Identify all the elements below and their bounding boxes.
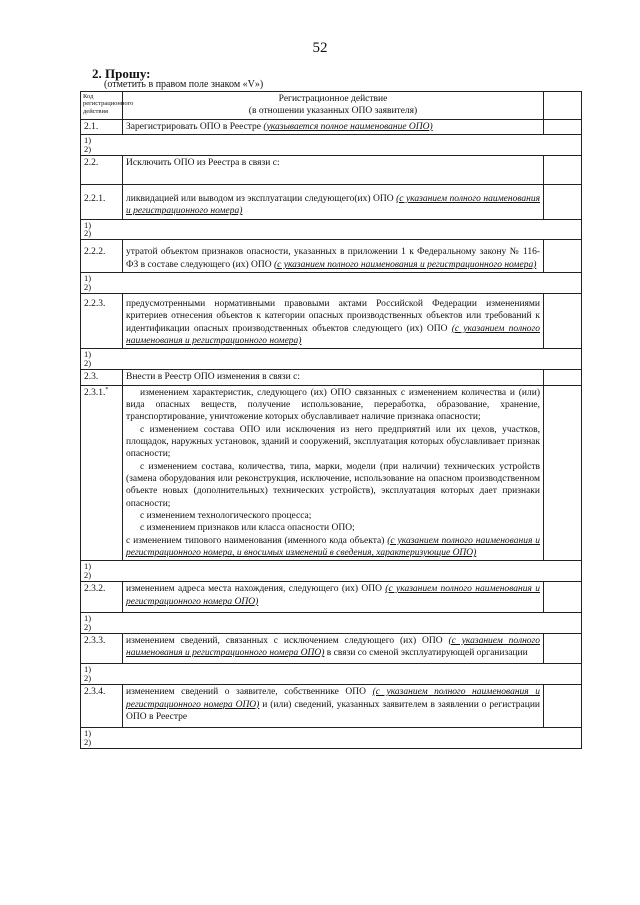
row-code: 2.3.2.	[81, 582, 123, 613]
blank-row	[81, 612, 582, 633]
table-row	[81, 119, 582, 134]
row-code: 2.1.	[81, 119, 123, 134]
paragraph: с изменением технологического процесса;	[140, 510, 312, 521]
table-header-row	[81, 92, 582, 120]
blank-lines[interactable]: 1) 2)	[81, 349, 582, 370]
row-text: изменением адреса места нахождения, следующего (их) ОПО (с указанием полного наименования и регистрационного номера ОПО)	[123, 582, 544, 613]
row-code: 2.2.2.	[81, 240, 123, 273]
blank-row	[81, 664, 582, 685]
row-text: изменением сведений о заявителе, собственнике ОПО (с указанием полного наименования и регистрационного номера ОПО) и (или) сведений, указанных заявителем в заявлении о регистрации ОПО в Реестре	[123, 685, 544, 728]
blank-lines[interactable]: 1) 2)	[81, 728, 582, 749]
header-code: Код регистрационного действия	[81, 92, 123, 120]
check-cell[interactable]	[544, 582, 582, 613]
row-text: Исключить ОПО из Реестра в связи с:	[123, 155, 544, 184]
paragraph: с изменением состава, количества, типа, марки, модели (при наличии) технических устройств (замена оборудования или реконструкция, исключение, использование на опасном производственном объекте новых (дополнительных) технических устройств), эксплуатация которых дает признаки опасности;	[126, 461, 540, 509]
blank-lines[interactable]: 1) 2)	[81, 135, 582, 156]
row-text: изменением сведений, связанных с исключением следующего (их) ОПО (с указанием полного наименования и регистрационного номера ОПО) в связи со сменой эксплуатирующей организации	[123, 633, 544, 664]
check-cell[interactable]	[544, 155, 582, 184]
section-heading: 2. Прошу:	[92, 66, 151, 81]
blank-row	[81, 219, 582, 240]
table-row	[81, 685, 582, 728]
blank-row	[81, 349, 582, 370]
blank-row	[81, 561, 582, 582]
table-row	[81, 370, 582, 385]
paragraph: с изменением признаков или класса опасности ОПО;	[140, 523, 355, 534]
registration-actions-table	[80, 91, 582, 749]
table-row	[81, 240, 582, 273]
row-code: 2.3.3.	[81, 633, 123, 664]
page-number: 52	[312, 40, 328, 56]
paragraph: с изменением типового наименования (именного кода объекта) (с указанием полного наименования и регистрационного номера, и вносимых изменений в сведения, характеризующие ОПО)	[126, 535, 540, 558]
check-cell[interactable]	[544, 119, 582, 134]
check-cell[interactable]	[544, 685, 582, 728]
paragraph: изменением характеристик, следующего (их) ОПО связанных с изменением количества и (или) вида опасных веществ, получение использование, переработка, образование, хранение, транспортирование, уничтожение которых обуславливает наличие признака опасности;	[126, 387, 540, 423]
row-text: Внести в Реестр ОПО изменения в связи с:	[123, 370, 544, 385]
header-action	[123, 92, 544, 120]
row-text: ликвидацией или выводом из эксплуатации следующего(их) ОПО (с указанием полного наименования и регистрационного номера)	[123, 184, 544, 219]
table-row	[81, 633, 582, 664]
row-code: 2.2.	[81, 155, 123, 184]
header-action-title: Регистрационное действие	[278, 94, 388, 104]
blank-lines[interactable]: 1) 2)	[81, 664, 582, 685]
row-code: 2.3.	[81, 370, 123, 385]
row-text: предусмотренными нормативными правовыми актами Российской Федерации изменениями критериев отнесения объектов к категории опасных производственных объектов или требований к идентификации опасных производственных объектов следующего (их) ОПО (с указанием полного наименования и регистрационного номера)	[123, 293, 544, 348]
row-code: 2.3.4.	[81, 685, 123, 728]
blank-row	[81, 135, 582, 156]
row-code: 2.2.3.	[81, 293, 123, 348]
table-row	[81, 293, 582, 348]
blank-row	[81, 728, 582, 749]
paragraph: с изменением состава ОПО или исключения из него предприятий или их цехов, участков, площадок, наружных установок, зданий и сооружений, эксплуатация которых обуславливает признак опасности;	[126, 424, 540, 460]
table-row	[81, 184, 582, 219]
check-cell[interactable]	[544, 293, 582, 348]
blank-lines[interactable]: 1) 2)	[81, 612, 582, 633]
header-check	[544, 92, 582, 120]
row-text	[123, 385, 544, 561]
row-text: утратой объектом признаков опасности, указанных в приложении 1 к Федеральному закону № 116-ФЗ в составе следующего (их) ОПО (с указанием полного наименования и регистрационного номера)	[123, 240, 544, 273]
check-cell[interactable]	[544, 184, 582, 219]
table-row	[81, 582, 582, 613]
row-text: Зарегистрировать ОПО в Реестре (указывается полное наименование ОПО)	[123, 119, 544, 134]
row-code: 2.2.1.	[81, 184, 123, 219]
blank-lines[interactable]: 1) 2)	[81, 273, 582, 294]
check-cell[interactable]	[544, 385, 582, 561]
header-action-subtitle: (в отношении указанных ОПО заявителя)	[248, 106, 418, 117]
row-code: 2.3.1.*	[81, 385, 123, 561]
table-row	[81, 385, 582, 561]
instruction-note: (отметить в правом поле знаком «V»)	[104, 79, 264, 90]
table-row	[81, 155, 582, 184]
check-cell[interactable]	[544, 633, 582, 664]
check-cell[interactable]	[544, 370, 582, 385]
blank-row	[81, 273, 582, 294]
blank-lines[interactable]: 1) 2)	[81, 219, 582, 240]
check-cell[interactable]	[544, 240, 582, 273]
blank-lines[interactable]: 1) 2)	[81, 561, 582, 582]
